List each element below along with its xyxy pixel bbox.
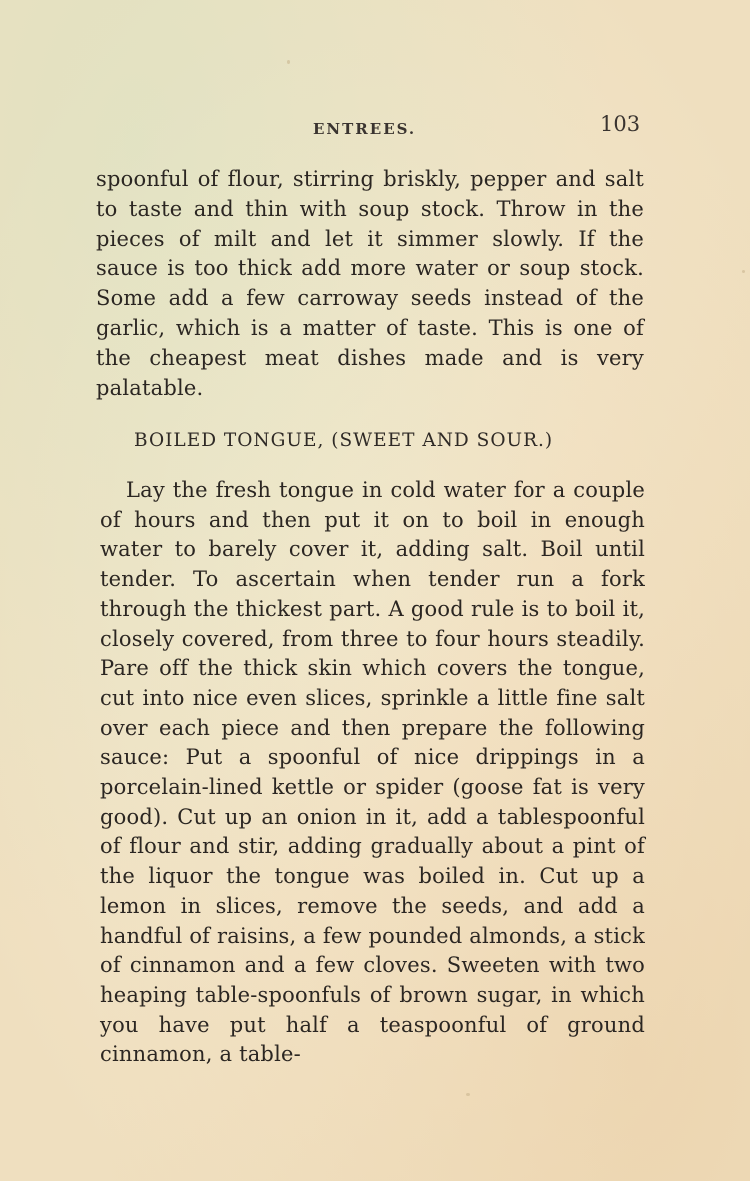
continued-paragraph-block — [96, 165, 644, 403]
paper-speck — [742, 270, 745, 273]
paper-speck — [466, 1093, 470, 1096]
recipe-paragraph-block — [100, 476, 645, 1070]
running-head: ENTREES. — [313, 120, 417, 138]
section-heading: BOILED TONGUE, (SWEET AND SOUR.) — [134, 430, 554, 451]
paper-speck — [287, 60, 290, 64]
page-header — [0, 112, 750, 146]
page-number: 103 — [600, 112, 641, 136]
recipe-paragraph: Lay the fresh tongue in cold water for a couple of hours and then put it on to boil in enough water to barely cover it, adding salt. Boil until tender. To ascertain when tender run a fork through the thickest part. A good rule is to boil it, closely covered, from three to four hours steadily. Pare off the thick skin which covers the tongue, cut into nice even slices, sprinkle a little fine salt over each piece and then prepare the following sauce: Put a spoonful of nice drippings in a porcelain-lined kettle or spider (goose fat is very good). Cut up an onion in it, add a tablespoonful of flour and stir, adding gradually about a pint of the liquor the tongue was boiled in. Cut up a lemon in slices, remove the seeds, and add a handful of raisins, a few pounded almonds, a stick of cinnamon and a few cloves. Sweeten with two heaping table-spoonfuls of brown sugar, in which you have put half a teaspoonful of ground cinnamon, a table- — [100, 478, 645, 1067]
continued-paragraph: spoonful of flour, stirring briskly, pepper and salt to taste and thin with soup stock. Throw in the pieces of milt and let it simmer slowly. If the sauce is too thick add more water or soup stock. Some add a few carroway seeds instead of the garlic, which is a matter of taste. This is one of the cheapest meat dishes made and is very palatable. — [96, 167, 644, 400]
